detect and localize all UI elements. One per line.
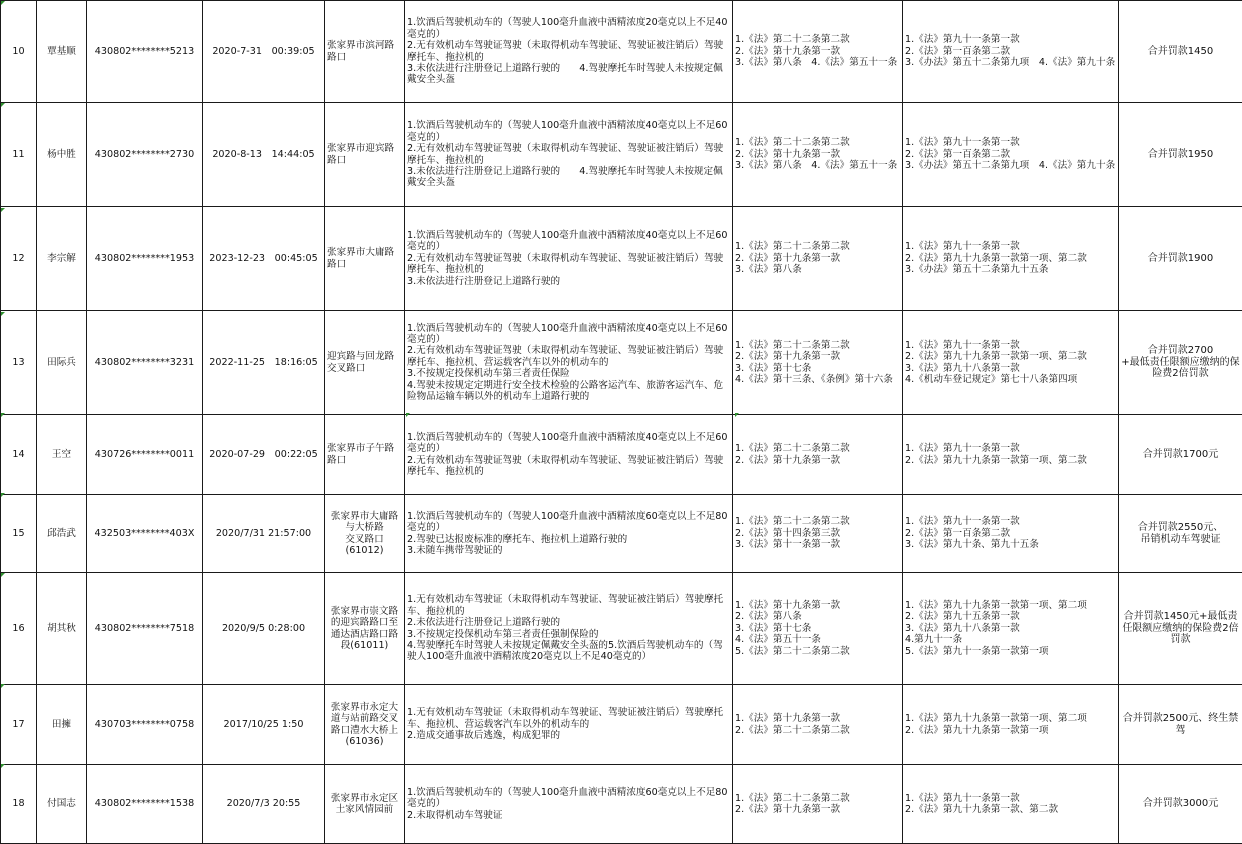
violation-facts-cell [405,685,733,765]
penalty-basis-cell-line: 4.第九十一条 [905,634,1116,645]
penalty-basis-cell-line: 2.《法》第一百条第二款 [905,149,1116,160]
violated-clause-cell [733,415,903,495]
violated-clause-cell-line: 1.《法》第二十二条第二款 [735,34,900,45]
violation-facts-cell-line: 2.无有效机动车驾驶证驾驶（未取得机动车驾驶证、驾驶证被注销后）驾驶摩托车、拖拉机的 [407,455,730,478]
violation-time-cell [203,103,325,207]
cell-marker [1,1,5,5]
cell-marker [1,103,5,107]
violation-facts-cell-line: 1.饮酒后驾驶机动车的（驾驶人100毫升血液中酒精浓度40毫克以上不足60毫克的） [407,120,730,143]
cell-marker [1,573,5,577]
penalty-basis-cell-line: 2.《法》第九十五条第一款 [905,611,1116,622]
name-cell-text: 田际兵 [39,357,84,368]
violation-time-cell [203,573,325,685]
penalty-result-cell-text: 合并罚款2550元、 吊销机动车驾驶证 [1121,522,1240,545]
violation-facts-cell-line: 1.饮酒后驾驶机动车的（驾驶人100毫升血液中酒精浓度60毫克以上不足80毫克的） [407,787,730,810]
penalty-basis-cell-line: 3.《法》第九十八条第一款 [905,623,1116,634]
row-number-cell-text: 18 [3,798,34,809]
violation-time-cell [203,311,325,415]
row-number-cell-text: 14 [3,449,34,460]
table-row [1,573,1242,685]
penalty-basis-cell [903,765,1119,844]
location-cell [325,495,405,573]
violation-facts-cell-line: 2.无有效机动车驾驶证驾驶（未取得机动车驾驶证、驾驶证被注销后）驾驶摩托车、拖拉机的 [407,253,730,276]
penalty-result-cell-text: 合并罚款1450元+最低责任限额应缴纳的保险费2倍罚款 [1121,611,1240,645]
violated-clause-cell-line: 4.《法》第十三条、《条例》第十六条 [735,374,900,385]
violation-time-cell [203,685,325,765]
violated-clause-cell [733,765,903,844]
violation-facts-cell-line: 2.未依法进行注册登记上道路行驶的 [407,617,730,628]
violation-facts-cell [405,573,733,685]
penalty-basis-cell-line: 5.《法》第九十一条第一款第一项 [905,646,1116,657]
violation-facts-cell [405,415,733,495]
penalty-basis-cell [903,573,1119,685]
penalty-basis-cell [903,685,1119,765]
violation-time-cell [203,1,325,103]
violated-clause-cell-line: 2.《法》第十四条第三款 [735,528,900,539]
penalty-basis-cell-line: 1.《法》第九十一条第一款 [905,137,1116,148]
violation-facts-cell-line: 3.不按规定投保机动车第三者责任保险 [407,368,730,379]
violation-time-cell-text: 2023-12-23 00:45:05 [205,253,322,264]
violated-clause-cell-line: 4.《法》第五十一条 [735,634,900,645]
penalty-basis-cell-line: 2.《法》第九十九条第一款第一项、第二款 [905,455,1116,466]
penalty-result-cell [1119,311,1242,415]
location-cell [325,103,405,207]
cell-marker [1,413,5,417]
violated-clause-cell-line: 2.《法》第二十二条第二款 [735,725,900,736]
penalty-result-cell-text: 合并罚款3000元 [1121,798,1240,809]
id-number-cell [87,685,203,765]
penalty-basis-cell [903,103,1119,207]
violation-facts-cell-line: 2.无有效机动车驾驶证驾驶（未取得机动车驾驶证、驾驶证被注销后）驾驶摩托车、拖拉机的 [407,143,730,166]
cell-marker [406,413,410,417]
violation-facts-cell-line: 2.未取得机动车驾驶证 [407,810,730,821]
penalty-result-cell-text: 合并罚款1950 [1121,149,1240,160]
violation-facts-cell-line: 3.未依法进行注册登记上道路行驶的 4.驾驶摩托车时驾驶人未按规定佩戴安全头盔 [407,166,730,189]
row-number-cell [1,1,37,103]
row-number-cell-text: 13 [3,357,34,368]
violated-clause-cell-line: 2.《法》第十九条第一款 [735,46,900,57]
violated-clause-cell [733,495,903,573]
cell-marker [1,684,5,688]
violation-facts-cell-line: 3.未依法进行注册登记上道路行驶的 4.驾驶摩托车时驾驶人未按规定佩戴安全头盔 [407,63,730,86]
violation-facts-cell-line: 2.无有效机动车驾驶证驾驶（未取得机动车驾驶证、驾驶证被注销后）驾驶摩托车、拖拉机的 [407,40,730,63]
name-cell-text: 杨中胜 [39,149,84,160]
violation-facts-cell [405,311,733,415]
violation-facts-cell-line: 2.无有效机动车驾驶证驾驶（未取得机动车驾驶证、驾驶证被注销后）驾驶摩托车、拖拉机、营运载客汽车以外的机动车的 [407,345,730,368]
name-cell-text: 覃基顺 [39,46,84,57]
violated-clause-cell-line: 3.《法》第八条 4.《法》第五十一条 [735,57,900,68]
table-row [1,103,1242,207]
name-cell-text: 李宗解 [39,253,84,264]
violation-facts-cell [405,495,733,573]
violation-facts-cell-line: 1.饮酒后驾驶机动车的（驾驶人100毫升血液中酒精浓度40毫克以上不足60毫克的） [407,230,730,253]
violated-clause-cell-line: 2.《法》第十九条第一款 [735,351,900,362]
penalty-basis-cell [903,207,1119,311]
violated-clause-cell [733,573,903,685]
violation-facts-cell-line: 3.不按规定投保机动车第三者责任强制保险的 [407,629,730,640]
row-number-cell [1,207,37,311]
penalty-basis-cell-line: 1.《法》第九十一条第一款 [905,340,1116,351]
penalty-result-cell [1119,103,1242,207]
cell-marker [735,413,739,417]
location-cell-text: 张家界市大庸路路口 [327,247,402,270]
violated-clause-cell-line: 2.《法》第十九条第一款 [735,455,900,466]
violated-clause-cell [733,685,903,765]
violated-clause-cell [733,311,903,415]
penalty-basis-cell-line: 1.《法》第九十一条第一款 [905,516,1116,527]
table-row [1,1,1242,103]
violation-facts-cell-line: 1.饮酒后驾驶机动车的（驾驶人100毫升血液中酒精浓度60毫克以上不足80毫克的） [407,511,730,534]
penalty-result-cell [1119,685,1242,765]
violation-time-cell [203,415,325,495]
id-number-cell-text: 430703********0758 [89,719,200,730]
penalty-basis-cell-line: 3.《办法》第五十二条第九项 4.《法》第九十条 [905,57,1116,68]
location-cell-text: 张家界市滨河路路口 [327,40,402,63]
id-number-cell [87,103,203,207]
violation-facts-cell [405,103,733,207]
violation-facts-cell-line: 4.驾驶摩托车时驾驶人未按规定佩戴安全头盔的5.饮酒后驾驶机动车的（驾驶人100毫升血液中酒精浓度20毫克以上不足40毫克的） [407,640,730,663]
violated-clause-cell-line: 3.《法》第十七条 [735,623,900,634]
name-cell-text: 付国志 [39,798,84,809]
violation-time-cell-text: 2020/9/5 0:28:00 [205,623,322,634]
penalty-result-cell-text: 合并罚款1450 [1121,46,1240,57]
id-number-cell-text: 430802********1953 [89,253,200,264]
row-number-cell-text: 16 [3,623,34,634]
violated-clause-cell-line: 1.《法》第十九条第一款 [735,713,900,724]
id-number-cell-text: 430802********1538 [89,798,200,809]
location-cell-text: 迎宾路与回龙路交叉路口 [327,351,402,374]
cell-marker [1,208,5,212]
name-cell [37,685,87,765]
location-cell-text: 张家界市崇文路 的迎宾路路口至 通达酒店路口路 段(61011) [327,606,402,652]
violated-clause-cell-line: 1.《法》第二十二条第二款 [735,241,900,252]
row-number-cell-text: 17 [3,719,34,730]
penalty-basis-cell-line: 3.《办法》第五十二条第九项 4.《法》第九十条 [905,160,1116,171]
penalty-basis-cell-line: 1.《法》第九十九条第一款第一项、第二项 [905,713,1116,724]
violation-facts-cell-line: 1.饮酒后驾驶机动车的（驾驶人100毫升血液中酒精浓度40毫克以上不足60毫克的） [407,323,730,346]
name-cell-text: 邱浩武 [39,528,84,539]
violated-clause-cell-line: 1.《法》第二十二条第二款 [735,793,900,804]
violated-clause-cell-line: 2.《法》第十九条第一款 [735,253,900,264]
penalty-result-cell [1119,573,1242,685]
table-row [1,311,1242,415]
row-number-cell [1,685,37,765]
violation-time-cell-text: 2017/10/25 1:50 [205,719,322,730]
location-cell [325,573,405,685]
violation-facts-cell-line: 1.饮酒后驾驶机动车的（驾驶人100毫升血液中酒精浓度40毫克以上不足60毫克的） [407,432,730,455]
name-cell-text: 田擁 [39,719,84,730]
location-cell-text: 张家界市大庸路 与大桥路 交叉路口 (61012) [327,511,402,557]
violated-clause-cell [733,1,903,103]
penalty-result-cell [1119,765,1242,844]
violated-clause-cell-line: 2.《法》第十九条第一款 [735,149,900,160]
row-number-cell-text: 15 [3,528,34,539]
table-row [1,765,1242,844]
id-number-cell [87,415,203,495]
violation-time-cell-text: 2020/7/3 20:55 [205,798,322,809]
name-cell [37,207,87,311]
violation-time-cell-text: 2020-7-31 00:39:05 [205,46,322,57]
penalty-basis-cell-line: 2.《法》第九十九条第一款第一项、第二款 [905,253,1116,264]
violated-clause-cell-line: 2.《法》第八条 [735,611,900,622]
table-row [1,685,1242,765]
violated-clause-cell [733,103,903,207]
violated-clause-cell-line: 3.《法》第八条 [735,264,900,275]
table-row [1,495,1242,573]
violation-time-cell-text: 2020-8-13 14:44:05 [205,149,322,160]
penalty-basis-cell [903,495,1119,573]
name-cell-text: 胡其秋 [39,623,84,634]
cell-marker [1,312,5,316]
penalty-result-cell-text: 合并罚款1900 [1121,253,1240,264]
violated-clause-cell-line: 3.《法》第十一条第一款 [735,539,900,550]
violated-clause-cell [733,207,903,311]
cell-marker [1,493,5,497]
id-number-cell-text: 432503********403X [89,528,200,539]
location-cell [325,207,405,311]
name-cell [37,103,87,207]
violation-time-cell-text: 2020-07-29 00:22:05 [205,449,322,460]
row-number-cell [1,573,37,685]
row-number-cell [1,311,37,415]
location-cell [325,765,405,844]
violation-facts-cell-line: 1.饮酒后驾驶机动车的（驾驶人100毫升血液中酒精浓度20毫克以上不足40毫克的） [407,17,730,40]
name-cell [37,495,87,573]
penalty-basis-cell [903,1,1119,103]
id-number-cell [87,207,203,311]
penalty-basis-cell-line: 1.《法》第九十九条第一款第一项、第二项 [905,600,1116,611]
penalty-basis-cell [903,311,1119,415]
violation-facts-cell [405,765,733,844]
penalty-basis-cell-line: 2.《法》第一百条第二款 [905,528,1116,539]
location-cell [325,685,405,765]
row-number-cell [1,765,37,844]
penalty-result-cell-text: 合并罚款1700元 [1121,449,1240,460]
violated-clause-cell-line: 5.《法》第二十二条第二款 [735,646,900,657]
penalty-basis-cell-line: 1.《法》第九十一条第一款 [905,34,1116,45]
name-cell [37,415,87,495]
row-number-cell-text: 11 [3,149,34,160]
violated-clause-cell-line: 1.《法》第二十二条第二款 [735,137,900,148]
penalty-basis-cell-line: 1.《法》第九十一条第一款 [905,443,1116,454]
violation-time-cell [203,207,325,311]
violation-time-cell-text: 2022-11-25 18:16:05 [205,357,322,368]
violated-clause-cell-line: 2.《法》第十九条第一款 [735,804,900,815]
penalty-basis-cell-line: 2.《法》第九十九条第一款、第二款 [905,804,1116,815]
violation-facts-cell-line: 2.驾驶已达报废标准的摩托车、拖拉机上道路行驶的 [407,534,730,545]
violated-clause-cell-line: 3.《法》第八条 4.《法》第五十一条 [735,160,900,171]
violation-facts-cell-line: 1.无有效机动车驾驶证（未取得机动车驾驶证、驾驶证被注销后）驾驶摩托车、拖拉机、营运载客汽车以外的机动车的 [407,707,730,730]
id-number-cell-text: 430802********7518 [89,623,200,634]
violation-time-cell [203,495,325,573]
penalty-basis-cell-line: 2.《法》第九十九条第一款第一项 [905,725,1116,736]
penalty-basis-cell-line: 2.《法》第九十九条第一款第一项、第二款 [905,351,1116,362]
violation-facts-cell [405,1,733,103]
violated-clause-cell-line: 1.《法》第二十二条第二款 [735,516,900,527]
table-row [1,207,1242,311]
penalty-basis-cell-line: 1.《法》第九十一条第一款 [905,241,1116,252]
name-cell [37,1,87,103]
id-number-cell [87,573,203,685]
row-number-cell-text: 10 [3,46,34,57]
penalty-result-cell-text: 合并罚款2700 +最低责任限额应缴纳的保险费2倍罚款 [1121,345,1240,379]
id-number-cell [87,1,203,103]
name-cell-text: 王空 [39,449,84,460]
violation-facts-cell-line: 3.未依法进行注册登记上道路行驶的 [407,276,730,287]
violation-facts-cell-line: 2.造成交通事故后逃逸，构成犯罪的 [407,730,730,741]
penalty-basis-cell-line: 1.《法》第九十一条第一款 [905,793,1116,804]
table-row [1,415,1242,495]
id-number-cell-text: 430726********0011 [89,449,200,460]
id-number-cell-text: 430802********5213 [89,46,200,57]
location-cell-text: 张家界市永定大 道与站前路交叉 路口澧水大桥上 (61036) [327,702,402,748]
location-cell [325,311,405,415]
id-number-cell-text: 430802********2730 [89,149,200,160]
violated-clause-cell-line: 3.《法》第十七条 [735,363,900,374]
penalty-basis-cell-line: 4.《机动车登记规定》第七十八条第四项 [905,374,1116,385]
name-cell [37,765,87,844]
location-cell-text: 张家界市子午路路口 [327,443,402,466]
row-number-cell [1,415,37,495]
cell-marker [1,764,5,768]
penalty-basis-cell-line: 3.《法》第九十条、第九十五条 [905,539,1116,550]
id-number-cell [87,765,203,844]
penalty-basis-cell-line: 3.《法》第九十八条第一款 [905,363,1116,374]
location-cell [325,415,405,495]
row-number-cell [1,103,37,207]
violation-facts-cell-line: 1.无有效机动车驾驶证（未取得机动车驾驶证、驾驶证被注销后）驾驶摩托车、拖拉机的 [407,594,730,617]
violation-facts-cell-line: 3.未随车携带驾驶证的 [407,545,730,556]
location-cell-text: 张家界市迎宾路路口 [327,143,402,166]
id-number-cell [87,311,203,415]
name-cell [37,573,87,685]
location-cell-text: 张家界市永定区 土家风情园前 [327,793,402,816]
violated-clause-cell-line: 1.《法》第二十二条第二款 [735,443,900,454]
violation-time-cell [203,765,325,844]
penalty-basis-cell-line: 3.《办法》第五十二条第九十五条 [905,264,1116,275]
violation-time-cell-text: 2020/7/31 21:57:00 [205,528,322,539]
penalty-result-cell [1119,415,1242,495]
id-number-cell [87,495,203,573]
penalty-basis-cell [903,415,1119,495]
penalty-result-cell-text: 合并罚款2500元、终生禁驾 [1121,713,1240,736]
row-number-cell-text: 12 [3,253,34,264]
location-cell [325,1,405,103]
name-cell [37,311,87,415]
violation-facts-cell [405,207,733,311]
violated-clause-cell-line: 1.《法》第二十二条第二款 [735,340,900,351]
violated-clause-cell-line: 1.《法》第十九条第一款 [735,600,900,611]
violation-facts-cell-line: 4.驾驶未按规定定期进行安全技术检验的公路客运汽车、旅游客运汽车、危险物品运输车辆以外的机动车上道路行驶的 [407,380,730,403]
penalty-result-cell [1119,495,1242,573]
id-number-cell-text: 430802********3231 [89,357,200,368]
penalty-basis-cell-line: 2.《法》第一百条第二款 [905,46,1116,57]
penalty-result-cell [1119,1,1242,103]
row-number-cell [1,495,37,573]
penalty-result-cell [1119,207,1242,311]
